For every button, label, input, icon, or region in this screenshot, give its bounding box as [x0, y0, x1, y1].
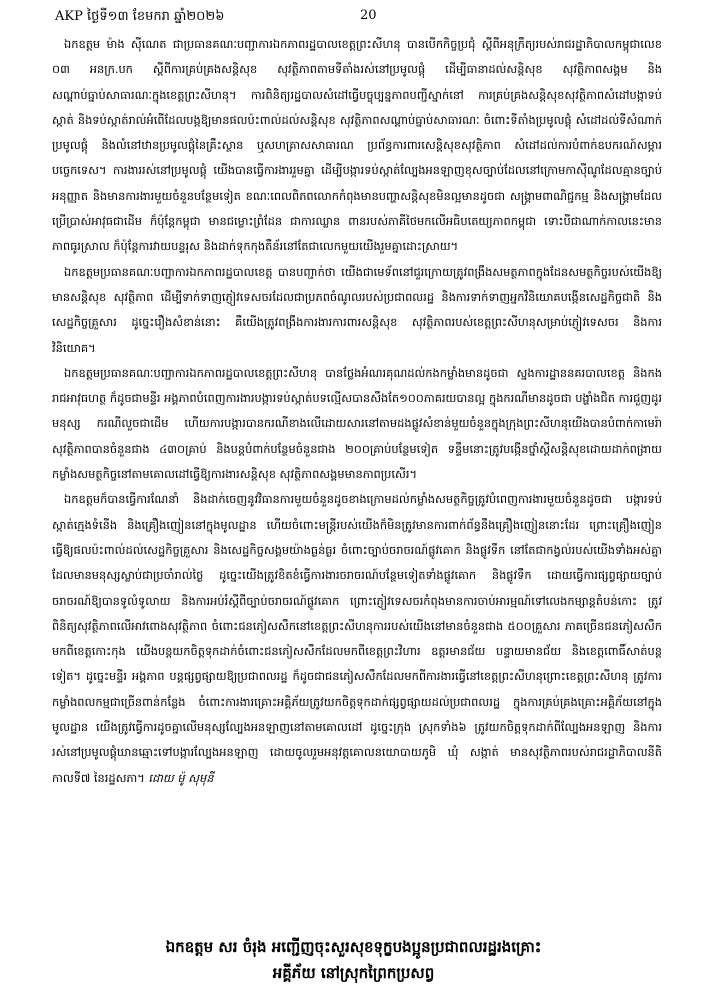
article-paragraph-2 [52, 260, 662, 361]
page-header [55, 8, 655, 26]
paragraph-text: ឯកឧត្តមក៏បានធ្វើការណែនាំ និងដាក់ចេញនូវវិធានការមួយចំនួនដូចខាងក្រោមដល់កម្លាំងសមត្ថកិច្ចត្រូវបំពេញការងារមួយចំនួនដូចជា បង្ការទប់ស្កាត់ក្មេងទំនើង និងគ្រឿងញៀននៅក្នុងមូលដ្ឋាន ហើយចំពោះមន្ត្រីរបស់យើងក៏មិនត្រូវមានការពាក់ព័ន្ធនឹងគ្រឿងញៀននោះដែរ ព្រោះគ្រឿងញៀនធ្វើឱ្យផលប៉ះពាល់ដល់សេដ្ឋកិច្ចគ្រួសារ និងសេដ្ឋកិច្ចសង្គមយ៉ាងធ្ងន់ធ្ងរ ចំពោះច្បាប់ចរាចរណ៍ផ្លូវគោក និងផ្លូវទឹក នៅតែជាកង្វល់របស់យើងទាំងអស់គ្នាដែលមានមនុស្សស្លាប់ជាប្រចាំរាល់ថ្ងៃ ដូច្នេះយើងត្រូវខិតខំធ្វើការងារចរាចរណ៍បន្ថែមទៀតទាំងផ្លូវគោក និងផ្លូវទឹក ដោយធ្វើការផ្សព្វផ្សាយច្បាប់ចរាចរណ៍ឱ្យបានទូលំទូលាយ និងការអប់រំស្តីពីច្បាប់ចរាចរណ៍ផ្លូវគោក ព្រោះភ្ញៀវទេសចរកំពុងមានការចាប់អារម្មណ៍ទៅលេងកម្សាន្តតំបន់កោះ ត្រូវពិនិត្យសុវត្ថិភាពលើអាវពោងសុវត្ថិភាព ចំពោះជនភៀសសឹកនៅខេត្តព្រះសីហនុការរបស់យើងនៅមានចំនួនជាង ៥០០គ្រួសារ ភាគច្រើនជនភៀសសឹកមកពីខេត្តកោះកុង យើងបន្តយកចិត្តទុកដាក់ចំពោះជនភៀសសឹកដែលមកពីខេត្តព្រះវិហារ ឧត្តរមានជ័យ បន្ទាយមានជ័យ និងខេត្តពោធិ៍សាត់បន្តទៀត។ ដូច្នេះមន្ទីរ អង្គភាព បន្តផ្សព្វផ្សាយឱ្យប្រជាពលរដ្ឋ ក៏ដូចជាជនភៀសសឹកដែលមកពីការងារធ្វើនៅខេត្តព្រះសីហនុព្រោះខេត្តព្រះសីហនុ ត្រូវការកម្លាំងពលកម្មជាច្រើនពាន់កន្លែង ចំពោះការងារគ្រោះអគ្គិភ័យត្រូវយកចិត្តទុកដាក់ផ្សព្វផ្សាយដល់ប្រជាពលរដ្ឋ ក្នុងការគ្រប់គ្រងគ្រោះអគ្គិភ័យនៅក្នុងមូលដ្ឋាន យើងត្រូវធ្វើការដូចគ្នាលើមនុស្សល្បែងអនឡាញនៅតាមគោលដៅ ដូច្នេះក្រុង ស្រុកទាំង៦ ត្រូវយកចិត្តទុកដាក់ពីល្បែងអនឡាញ និងការរស់នៅប្រមូលផ្តុំឃានឆ្មោះទៅបង្ការល្បែងអនឡាញ ដោយចូលរួមអនុវត្តគោលនយោបាយភូមិ ឃុំ សង្កាត់ មានសុវត្ថិភាពរបស់រាជរដ្ឋាភិបាលនីតិកាលទី៧ នៃរដ្ឋសភា។ [52, 492, 662, 785]
article-paragraph-1 [52, 32, 662, 260]
paragraph-text: ឯកឧត្តម ម៉ាង ស៊ីណេត ជាប្រធានគណៈបញ្ជាការឯកភាពរដ្ឋបាលខេត្តព្រះសីហនុ បានបើកកិច្ចប្រជុំ ស្តីពីអនុក្រឹត្យរបស់រាជរដ្ឋាភិបាលកម្ពុជាលេខ ០៣ អនក្រ.បក ស្តីពីការគ្រប់គ្រងសន្តិសុខ សុវត្ថិភាពតាមទីតាំងរស់នៅប្រមូលផ្តុំ ដើម្បីធានាដល់សន្តិសុខ សុវត្ថិភាពសង្គម និងសណ្តាប់ធ្នាប់សាធារណៈក្នុងខេត្តព្រះសីហនុ។ ការពិនិត្យរដ្ឋបាលសំដៅធ្វើបច្ចុប្បន្នភាពបញ្ជីស្នាក់នៅ ការគ្រប់គ្រងសន្តិសុខសុវត្ថិភាពសំដៅបង្កាទប់ស្កាត់ និងទប់ស្កាត់រាល់អំពើដែលបង្កឱ្យមានផលប៉ះពាល់ដល់សន្តិសុខ សុវត្ថិភាពសណ្តាប់ធ្នាប់សាធារណៈ ចំពោះទីតាំងប្រមូលផ្តុំ សំដៅដល់ទីសំណាក់ប្រមូលផ្តុំ និងលំនៅឋានប្រមូលផ្តុំនៃគ្រឹះស្ថាន ឬសហគ្រាសសាធារណ ប្រព័ន្ធការពារសេន្តិសុខសុវត្ថិភាព សំដៅដល់ការបំពាក់ឧបករណ៍សម្ភារបច្ចេកទេស។ ការងាររស់នៅប្រមូលផ្តុំ យើងបានធ្វើការងាររួមគ្នា ដើម្បីបង្ការទប់ស្កាត់ល្បែងអនឡាញខុសច្បាប់ដែលនៅក្រោមកាស៊ីណូដែលគ្មានច្បាប់អនុញ្ញាត និងមានការងារមួយចំនួនបន្ថែមទៀត ខណៈពេលពិភពលោកកំពុងមានបញ្ហាសន្តិសុខមិនល្អមានដូចជា សង្គ្រាមពាណិជ្ជកម្ម និងសង្គ្រាមដែលប្រើប្រាស់អាវុធជាដើម ក៏ប៉ុន្តែកម្ពុជា មានជម្លោះព្រំដែន ជាការឈ្លាន ពានរបស់ភាគីថៃមកលើអធិបតេយ្យភាពកម្ពុជា ទោះបីជាណាក់កាលនេះមានភាពធូរស្រាល ក៏ប៉ុន្តែការវាយបន្ទរុស និងដាក់ទុកកុងតឺន័រនៅតែជាលេកមួយយើងរួមគ្នាដោះស្រាយ។ [52, 37, 662, 254]
paragraph-text: ឯកឧត្តមប្រធានគណៈបញ្ជាការឯកភាពរដ្ឋបាលខេត្តព្រះសីហនុ បានថ្លែងអំណរគុណដល់កងកម្លាំងមានដូចជា ស្នងការដ្ឋាននគរបាលខេត្ត និងកងរាជអាវុធហត្ថ ក៏ដូចជាមន្ទីរ អង្គភាពបំពេញការងារបង្ការទប់ស្កាត់បទល្មើសបានសឹងតែ១០០ភាគរយបានល្អ ក្នុងករណីមានដូចជា បង្ហាំងជិត ការជួញដូរមនុស្ស ករណីលួចជាដើម ហើយការបង្ការបានករណីខាងលើដោយសារនៅតាមដងផ្លូវសំខាន់មួយចំនួនក្នុងក្រុងព្រះសីហនុយើងបានបំពាក់កាមេរ៉ាសុវត្ថិភាពបានចំនួនជាង ៤៣០គ្រាប់ និងបន្តបំពាក់បន្ថែមចំនួនជាង ២០០គ្រាប់បន្ថែមទៀត ទន្ទឹមនោះត្រូវបង្កើនថ្នាំស្តីសន្តិសុខដោយដាក់ពង្រាយកម្លាំងសមត្ថកិច្ចនៅតាមគោលដៅធ្វើឱ្យការងារសន្តិសុខ សុវត្ថិភាពសង្គមមានភាពប្រសើរ។ [52, 365, 662, 482]
article-paragraph-3 [52, 361, 662, 487]
headline-line-2: អគ្គីភ័យ នៅស្រុកព្រៃកប្រសព្វ [272, 964, 435, 982]
page-number: 20 [360, 8, 377, 23]
paragraph-text: ឯកឧត្តមប្រធានគណៈបញ្ជាការឯកភាពរដ្ឋបាលខេត្ត បានបញ្ជាក់ថា យើងជាមេទ័ពនៅជួរក្រោយត្រូវពង្រឹងសមត្ថភាពក្នុងដែនសមត្ថកិច្ចរបស់យើងឱ្យមានសន្តិសុខ សុវត្ថិភាព ដើម្បីទាក់ទាញភ្ញៀវទេសចរដែលជាប្រភពចំណូលរបស់ប្រជាពលរដ្ឋ និងការទាក់ទាញអ្នកវិនិយោគបង្កើនសេដ្ឋកិច្ចជាតិ និងសេដ្ឋកិច្ចគ្រួសារ ដូច្នេះរឿងសំខាន់នោះ គឺយើងត្រូវពង្រឹងការងារការពារសន្តិសុខ សុវត្ថិភាពរបស់ខេត្តព្រះសីហនុសម្រាប់ភ្ញៀវទេសចរ និងការវិនិយោគ។ [52, 264, 662, 355]
article-body [52, 32, 662, 932]
next-article-headline [40, 934, 667, 986]
article-paragraph-4 [52, 487, 662, 791]
article-byline: ដោយ ម៉ូ សុមុនី [148, 770, 214, 785]
headline-line-1: ឯកឧត្តម សរ ចំរុង អញ្ជើញចុះសួរសុខទុក្ខបងប្អូនប្រជាពលរដ្ឋរងគ្រោះ [165, 938, 542, 956]
header-date: AKP ថ្ងៃទី១៣ ខែមករា ឆ្នាំ២០២៦ [55, 9, 225, 24]
